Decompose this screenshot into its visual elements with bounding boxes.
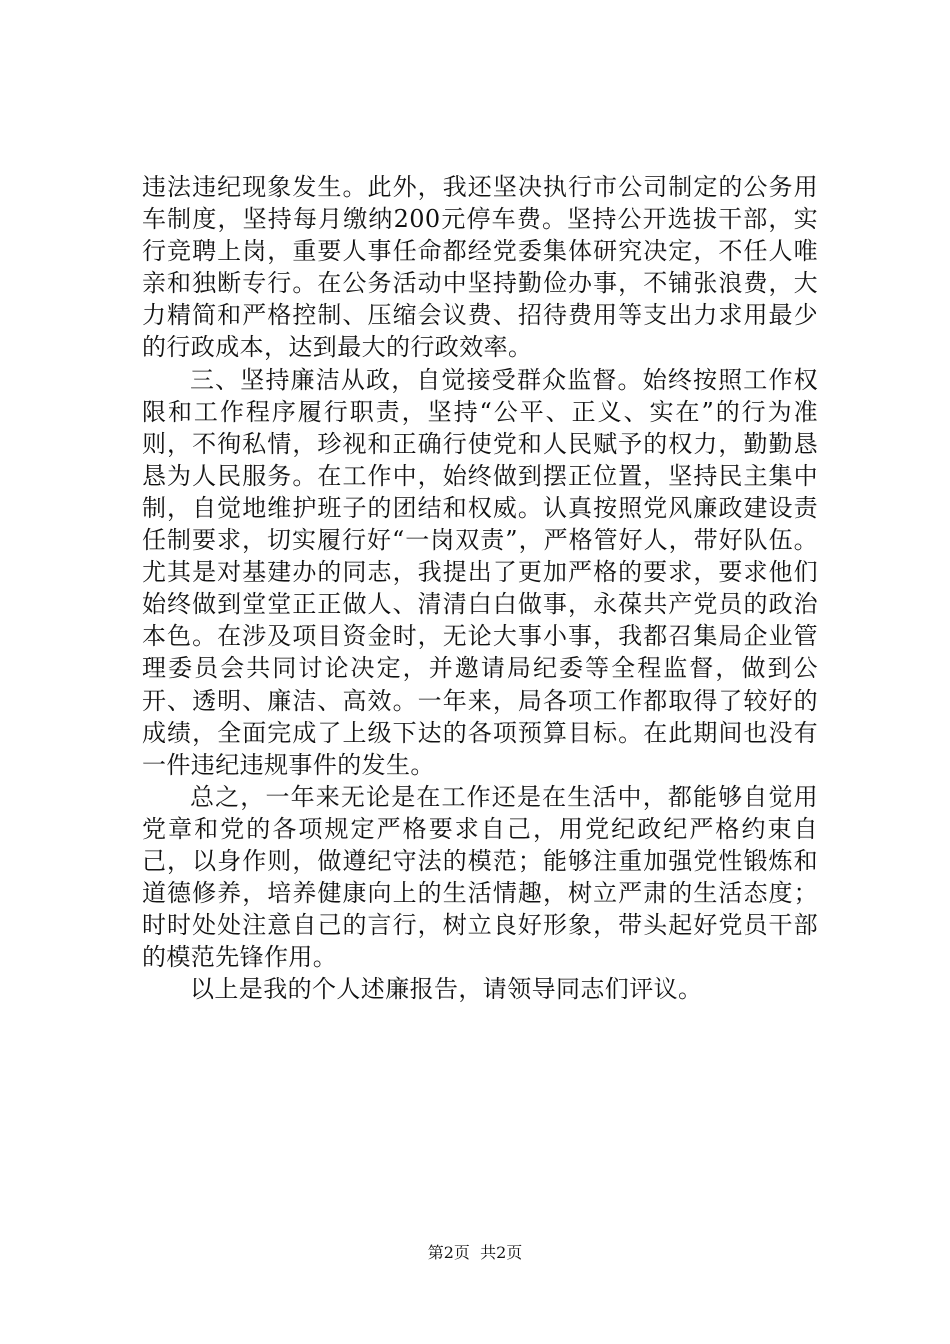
page-footer [0,1243,950,1263]
paragraph-continuation: 违法违纪现象发生。此外，我还坚决执行市公司制定的公务用车制度，坚持每月缴纳200元停车费。坚持公开选拔干部，实行竞聘上岗，重要人事任命都经党委集体研究决定，不任人唯亲和独断专行。在公务活动中坚持勤俭办事，不铺张浪费，大力精简和严格控制、压缩会议费、招待费用等支出力求用最少的行政成本，达到最大的行政效率。 [142,173,818,362]
paragraph-summary: 总之，一年来无论是在工作还是在生活中，都能够自觉用党章和党的各项规定严格要求自己，用党纪政纪严格约束自己，以身作则，做遵纪守法的模范；能够注重加强党性锻炼和道德修养，培养健康向上的生活情趣，树立严肃的生活态度；时时处处注意自己的言行，树立良好形象，带头起好党员干部的模范先锋作用。 [142,782,818,972]
page-number-label: 第2页 共2页 [427,1243,523,1262]
body-text [142,171,818,1005]
paragraph-section-three: 三、坚持廉洁从政，自觉接受群众监督。始终按照工作权限和工作程序履行职责，坚持“公平、正义、实在”的行为准则，不徇私情，珍视和正确行使党和人民赋予的权力，勤勤恳恳为人民服务。在工作中，始终做到摆正位置，坚持民主集中制，自觉地维护班子的团结和权威。认真按照党风廉政建设责任制要求，切实履行好“一岗双责”，严格管好人，带好队伍。尤其是对基建办的同志，我提出了更加严格的要求，要求他们始终做到堂堂正正做人、清清白白做事，永葆共产党员的政治本色。在涉及项目资金时，无论大事小事，我都召集局企业管理委员会共同讨论决定，并邀请局纪委等全程监督，做到公开、透明、廉洁、高效。一年来，局各项工作都取得了较好的成绩，全面完成了上级下达的各项预算目标。在此期间也没有一件违纪违规事件的发生。 [142,365,818,779]
paragraph-closing: 以上是我的个人述廉报告，请领导同志们评议。 [190,975,703,1004]
